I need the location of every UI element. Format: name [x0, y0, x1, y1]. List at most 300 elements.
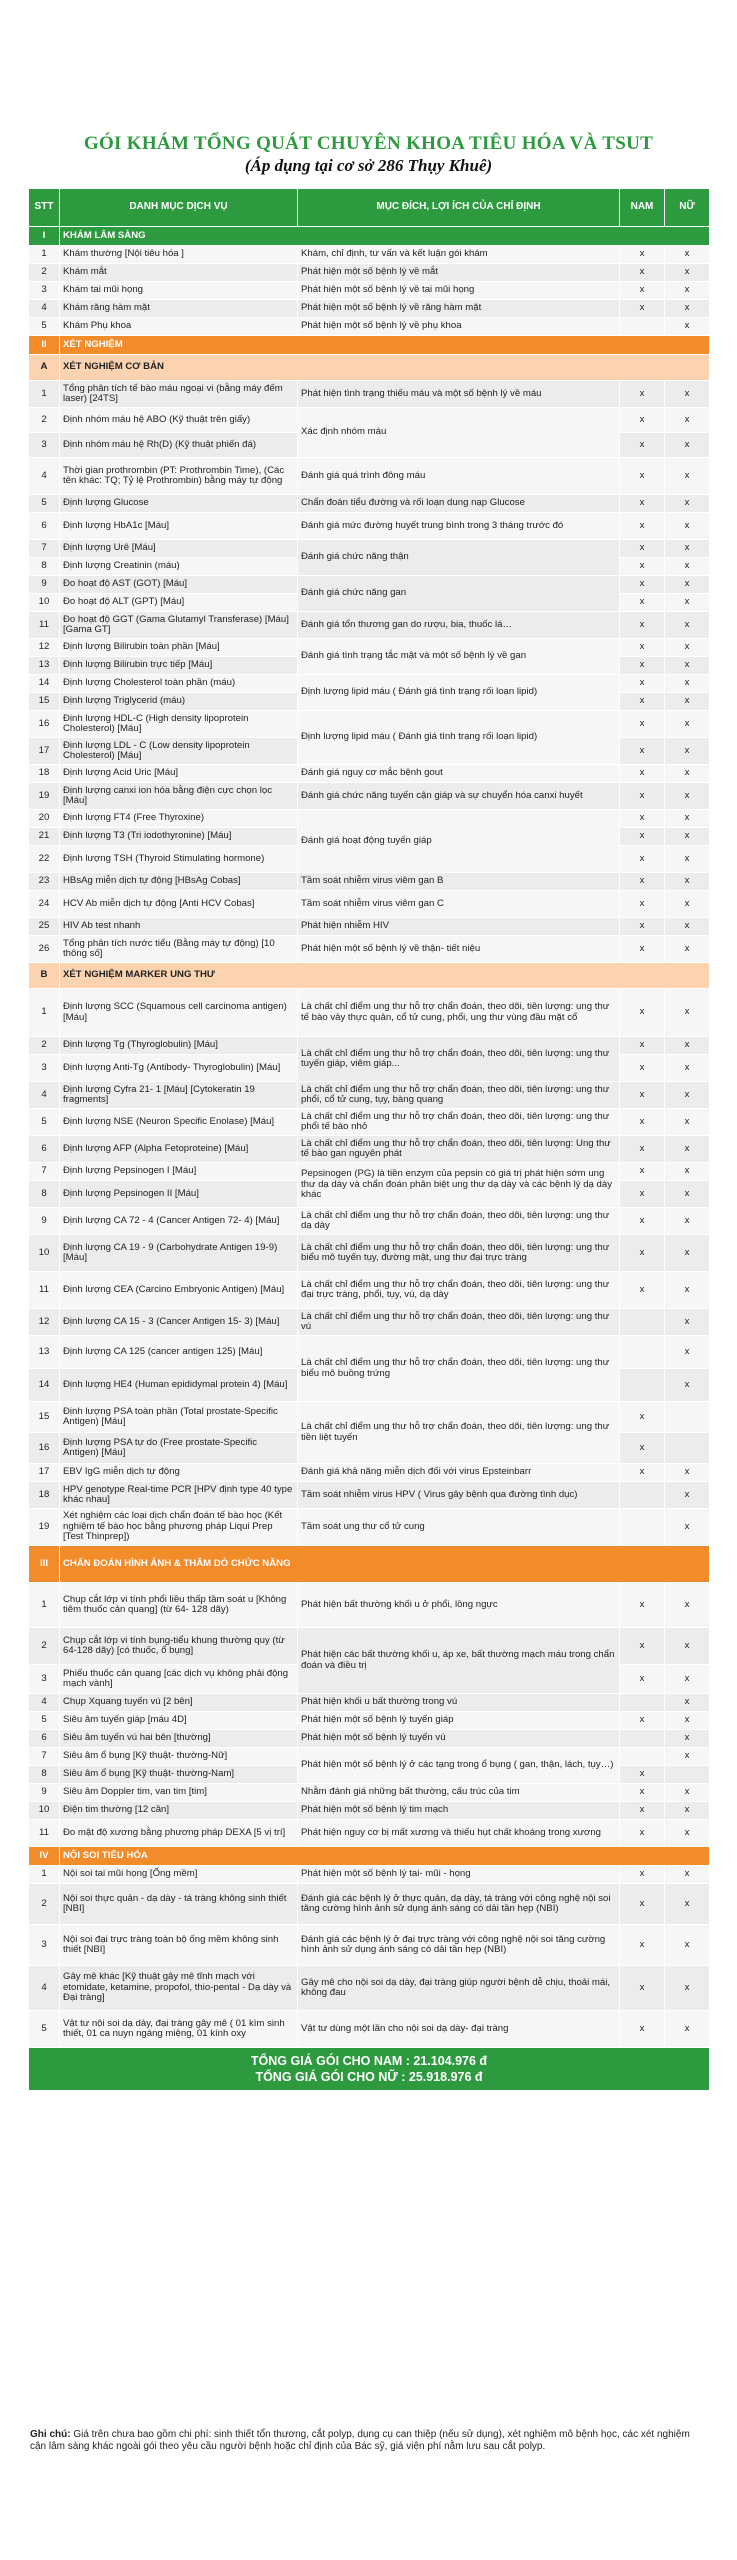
- table-row: [29, 1966, 710, 2011]
- service-purpose: Là chất chỉ điểm ung thư hỗ trợ chẩn đoán, theo dõi, tiên lượng: ung thư tế bào vảy thực quản, cổ tử cung, phổi, ung thư vùng đầu mặt cổ: [298, 989, 620, 1037]
- table-row: [29, 1272, 710, 1309]
- row-stt: 15: [29, 1402, 60, 1433]
- service-purpose: Phát hiện các bất thường khối u, áp xe, bất thường mạch máu trong chẩn đoán và điều trị: [298, 1628, 620, 1694]
- row-stt: 7: [29, 1748, 60, 1766]
- service-name: Thời gian prothrombin (PT: Prothrombin Time), (Các tên khác: TQ; Tỷ lệ Prothrombin) bằng máy tự động: [60, 458, 298, 495]
- male-mark: [620, 1309, 665, 1336]
- row-stt: 7: [29, 540, 60, 558]
- row-stt: 18: [29, 1482, 60, 1509]
- section-row: [29, 1546, 710, 1583]
- service-name: Siêu âm tuyến vú hai bên [thường]: [60, 1730, 298, 1748]
- row-stt: 16: [29, 711, 60, 738]
- table-row: [29, 1784, 710, 1802]
- section-title: CHẨN ĐOÁN HÌNH ẢNH & THĂM DÒ CHỨC NĂNG: [60, 1546, 710, 1583]
- service-name: Định lượng CA 125 (cancer antigen 125) [Máu]: [60, 1336, 298, 1369]
- male-mark: x: [620, 1784, 665, 1802]
- female-mark: x: [665, 711, 710, 738]
- table-row: [29, 1628, 710, 1665]
- table-row: [29, 264, 710, 282]
- service-name: Định lượng HE4 (Human epididymal protein 4) [Máu]: [60, 1369, 298, 1402]
- service-name: Định lượng CA 72 - 4 (Cancer Antigen 72- 4) [Máu]: [60, 1208, 298, 1235]
- service-purpose: Tầm soát ung thư cổ tử cung: [298, 1509, 620, 1546]
- male-mark: x: [620, 495, 665, 513]
- female-mark: x: [665, 1082, 710, 1109]
- table-row: [29, 639, 710, 657]
- row-stt: 21: [29, 828, 60, 846]
- female-mark: x: [665, 783, 710, 810]
- female-mark: x: [665, 918, 710, 936]
- male-mark: [620, 1509, 665, 1546]
- female-mark: x: [665, 1694, 710, 1712]
- service-purpose: Khám, chỉ định, tư vấn và kết luận gói khám: [298, 246, 620, 264]
- section-row: [29, 227, 710, 246]
- service-name: HPV genotype Real-time PCR [HPV định type 40 type khác nhau]: [60, 1482, 298, 1509]
- male-mark: x: [620, 558, 665, 576]
- service-name: Định lượng CA 19 - 9 (Carbohydrate Antigen 19-9) [Máu]: [60, 1235, 298, 1272]
- table-row: [29, 1037, 710, 1055]
- female-mark: x: [665, 891, 710, 918]
- service-purpose: Là chất chỉ điểm ung thư hỗ trợ chẩn đoán, theo dõi, tiên lượng: Ung thư tế bào gan nguyên phát: [298, 1136, 620, 1163]
- row-stt: 24: [29, 891, 60, 918]
- service-purpose: Phát hiện một số bệnh lý về răng hàm mặt: [298, 300, 620, 318]
- male-mark: [620, 1730, 665, 1748]
- section-row: [29, 336, 710, 355]
- service-name: Khám răng hàm mặt: [60, 300, 298, 318]
- row-stt: 3: [29, 433, 60, 458]
- female-mark: x: [665, 264, 710, 282]
- service-purpose: Phát hiện một số bệnh lý ở các tạng trong ổ bụng ( gan, thận, lách, tụy…): [298, 1748, 620, 1784]
- col-header-stt: STT: [29, 189, 60, 227]
- service-purpose: Đánh giá nguy cơ mắc bệnh gout: [298, 765, 620, 783]
- female-mark: x: [665, 1109, 710, 1136]
- service-purpose: Đánh giá các bệnh lý ở thực quản, dạ dày, tá tràng với công nghệ nội soi tăng cường hình ảnh sử dụng ánh sáng có dải tần hẹp (NBI): [298, 1884, 620, 1925]
- row-stt: 19: [29, 783, 60, 810]
- male-mark: x: [620, 1037, 665, 1055]
- male-mark: x: [620, 1109, 665, 1136]
- male-mark: x: [620, 936, 665, 963]
- service-purpose: Tầm soát nhiễm virus viêm gan B: [298, 873, 620, 891]
- male-mark: x: [620, 433, 665, 458]
- male-mark: x: [620, 693, 665, 711]
- female-mark: x: [665, 1802, 710, 1820]
- table-row: [29, 1820, 710, 1847]
- service-name: Định lượng PSA tự do (Free prostate-Specific Antigen) [Máu]: [60, 1433, 298, 1464]
- service-name: Tổng phân tích nước tiểu (Bằng máy tự động) [10 thông số]: [60, 936, 298, 963]
- male-mark: x: [620, 1925, 665, 1966]
- row-stt: 2: [29, 1628, 60, 1665]
- row-stt: 13: [29, 657, 60, 675]
- service-name: Khám tai mũi họng: [60, 282, 298, 300]
- service-name: Vật tư nội soi dạ dày, đại tràng gây mê ( 01 kìm sinh thiết, 01 ca nuyn ngáng miệng, 01 kính oxy: [60, 2011, 298, 2048]
- row-stt: 12: [29, 639, 60, 657]
- service-name: Đo hoạt độ AST (GOT) [Máu]: [60, 576, 298, 594]
- service-name: Định lượng Cholesterol toàn phần (máu): [60, 675, 298, 693]
- male-mark: x: [620, 1820, 665, 1847]
- row-stt: 22: [29, 846, 60, 873]
- female-mark: x: [665, 558, 710, 576]
- service-purpose: Phát hiện bất thường khối u ở phổi, lồng ngực: [298, 1583, 620, 1628]
- service-purpose: Đánh giá chức năng tuyến cận giáp và sự chuyển hóa canxi huyết: [298, 783, 620, 810]
- female-mark: x: [665, 458, 710, 495]
- row-stt: 23: [29, 873, 60, 891]
- female-mark: x: [665, 1336, 710, 1369]
- row-stt: 4: [29, 300, 60, 318]
- service-name: Phiếu thuốc cản quang [các dịch vụ không phải động mạch vành]: [60, 1665, 298, 1694]
- totals-cell: [29, 2048, 710, 2091]
- service-purpose: Pepsinogen (PG) là tiền enzym của pepsin có giá trị phát hiện sớm ung thư dạ dày và chẩn đoán phân biệt ung thư dạ dày và các bệnh lý dạ dày khác: [298, 1163, 620, 1208]
- female-mark: x: [665, 1712, 710, 1730]
- female-mark: x: [665, 2011, 710, 2048]
- service-purpose: Phát hiện một số bệnh lý về tai mũi họng: [298, 282, 620, 300]
- row-stt: 6: [29, 513, 60, 540]
- male-mark: x: [620, 1583, 665, 1628]
- male-mark: x: [620, 282, 665, 300]
- row-stt: 1: [29, 989, 60, 1037]
- table-row: [29, 1235, 710, 1272]
- service-name: HCV Ab miễn dịch tự động [Anti HCV Cobas]: [60, 891, 298, 918]
- table-row: [29, 1925, 710, 1966]
- service-name: Định lượng Triglycerid (máu): [60, 693, 298, 711]
- service-purpose: Phát hiện một số bệnh lý tuyến vú: [298, 1730, 620, 1748]
- table-row: [29, 495, 710, 513]
- female-mark: x: [665, 1272, 710, 1309]
- service-purpose: Tầm soát nhiễm virus viêm gan C: [298, 891, 620, 918]
- female-mark: x: [665, 1037, 710, 1055]
- service-purpose: Đánh giá mức đường huyết trung bình trong 3 tháng trước đó: [298, 513, 620, 540]
- female-mark: x: [665, 1665, 710, 1694]
- service-name: Khám mắt: [60, 264, 298, 282]
- row-stt: 25: [29, 918, 60, 936]
- table-row: [29, 989, 710, 1037]
- row-stt: 16: [29, 1433, 60, 1464]
- male-mark: x: [620, 1055, 665, 1082]
- table-row: [29, 576, 710, 594]
- table-row: [29, 936, 710, 963]
- service-purpose: Đánh giá các bệnh lý ở đại trực tràng với công nghệ nội soi tăng cường hình ảnh sử dụng ánh sáng có dải tần hẹp (NBI): [298, 1925, 620, 1966]
- male-mark: x: [620, 891, 665, 918]
- table-row: [29, 381, 710, 408]
- row-stt: 3: [29, 282, 60, 300]
- table-row: [29, 891, 710, 918]
- service-purpose: Đánh giá tình trạng tắc mật và một số bệnh lý về gan: [298, 639, 620, 675]
- service-name: Siêu âm ổ bụng [Kỹ thuật- thường-Nữ]: [60, 1748, 298, 1766]
- female-mark: x: [665, 408, 710, 433]
- male-mark: x: [620, 576, 665, 594]
- female-mark: x: [665, 693, 710, 711]
- section-row: [29, 355, 710, 381]
- male-mark: x: [620, 1082, 665, 1109]
- male-mark: [620, 318, 665, 336]
- row-stt: 1: [29, 1866, 60, 1884]
- table-row: [29, 873, 710, 891]
- male-mark: [620, 1694, 665, 1712]
- service-name: Định lượng Bilirubin trực tiếp [Máu]: [60, 657, 298, 675]
- service-name: Định lượng NSE (Neuron Specific Enolase) [Máu]: [60, 1109, 298, 1136]
- section-number: I: [29, 227, 60, 246]
- male-mark: x: [620, 1235, 665, 1272]
- service-purpose: Phát hiện một số bệnh lý về thận- tiết niệu: [298, 936, 620, 963]
- section-number: III: [29, 1546, 60, 1583]
- male-mark: x: [620, 408, 665, 433]
- service-purpose: Chẩn đoán tiểu đường và rối loạn dung nạp Glucose: [298, 495, 620, 513]
- section-title: NỘI SOI TIÊU HÓA: [60, 1847, 710, 1866]
- male-mark: x: [620, 846, 665, 873]
- female-mark: x: [665, 381, 710, 408]
- male-mark: x: [620, 1884, 665, 1925]
- section-title: KHÁM LÂM SÀNG: [60, 227, 710, 246]
- male-mark: [620, 1482, 665, 1509]
- female-mark: x: [665, 1583, 710, 1628]
- service-name: Định lượng CEA (Carcino Embryonic Antigen) [Máu]: [60, 1272, 298, 1309]
- male-mark: x: [620, 513, 665, 540]
- female-mark: x: [665, 1730, 710, 1748]
- male-mark: x: [620, 1464, 665, 1482]
- female-mark: x: [665, 1208, 710, 1235]
- row-stt: 3: [29, 1665, 60, 1694]
- service-purpose: Là chất chỉ điểm ung thư hỗ trợ chẩn đoán, theo dõi, tiên lượng: ung thư tiền liệt tuyến: [298, 1402, 620, 1464]
- row-stt: 26: [29, 936, 60, 963]
- row-stt: 12: [29, 1309, 60, 1336]
- service-name: Nội soi tai mũi họng [Ống mềm]: [60, 1866, 298, 1884]
- footnote-label: Ghi chú:: [30, 2429, 71, 2440]
- service-name: Định lượng LDL - C (Low density lipoprotein Cholesterol) [Máu]: [60, 738, 298, 765]
- female-mark: x: [665, 1136, 710, 1163]
- service-purpose: Phát hiện một số bệnh lý tuyến giáp: [298, 1712, 620, 1730]
- male-mark: x: [620, 540, 665, 558]
- female-mark: x: [665, 828, 710, 846]
- row-stt: 1: [29, 1583, 60, 1628]
- row-stt: 8: [29, 1181, 60, 1208]
- service-name: Định lượng HbA1c [Máu]: [60, 513, 298, 540]
- service-purpose: Phát hiện nguy cơ bị mất xương và thiếu hụt chất khoáng trong xương: [298, 1820, 620, 1847]
- row-stt: 14: [29, 1369, 60, 1402]
- table-row: [29, 1509, 710, 1546]
- table-row: [29, 783, 710, 810]
- row-stt: 2: [29, 1037, 60, 1055]
- table-row: [29, 513, 710, 540]
- service-name: Siêu âm Doppler tim, van tim [tim]: [60, 1784, 298, 1802]
- service-name: Định lượng AFP (Alpha Fetoproteine) [Máu]: [60, 1136, 298, 1163]
- service-name: Định lượng T3 (Tri iodothyronine) [Máu]: [60, 828, 298, 846]
- row-stt: 4: [29, 1966, 60, 2011]
- col-header-purpose: MỤC ĐÍCH, LỢI ÍCH CỦA CHỈ ĐỊNH: [298, 189, 620, 227]
- female-mark: x: [665, 540, 710, 558]
- male-mark: x: [620, 711, 665, 738]
- male-mark: [620, 1336, 665, 1369]
- row-stt: 18: [29, 765, 60, 783]
- female-mark: x: [665, 612, 710, 639]
- female-mark: x: [665, 594, 710, 612]
- female-mark: x: [665, 639, 710, 657]
- table-row: [29, 540, 710, 558]
- female-mark: [665, 1766, 710, 1784]
- service-name: Điện tim thường [12 cần]: [60, 1802, 298, 1820]
- female-mark: x: [665, 1309, 710, 1336]
- male-mark: x: [620, 381, 665, 408]
- row-stt: 5: [29, 1109, 60, 1136]
- row-stt: 6: [29, 1136, 60, 1163]
- section-title: XÉT NGHIỆM MARKER UNG THƯ: [60, 963, 710, 989]
- row-stt: 19: [29, 1509, 60, 1546]
- service-purpose: Gây mê cho nội soi dạ dày, đại tràng giúp người bệnh dễ chịu, thoải mái, không đau: [298, 1966, 620, 2011]
- package-title: GÓI KHÁM TỔNG QUÁT CHUYÊN KHOA TIÊU HÓA VÀ TSUT: [83, 133, 654, 154]
- female-mark: x: [665, 675, 710, 693]
- service-name: Định lượng Creatinin (máu): [60, 558, 298, 576]
- male-mark: x: [620, 1402, 665, 1433]
- row-stt: 5: [29, 2011, 60, 2048]
- section-number: A: [29, 355, 60, 381]
- service-name: Định nhóm máu hệ Rh(D) (Kỹ thuật phiến đá): [60, 433, 298, 458]
- service-name: Xét nghiệm các loại dịch chẩn đoán tế bào học (Kết nghiệm tế bào học bằng phương pháp Liqui Prep [Test Thinprep]): [60, 1509, 298, 1546]
- male-mark: x: [620, 1272, 665, 1309]
- female-mark: x: [665, 495, 710, 513]
- male-mark: x: [620, 300, 665, 318]
- table-row: [29, 1109, 710, 1136]
- service-name: Định lượng Pepsinogen II [Máu]: [60, 1181, 298, 1208]
- table-row: [29, 612, 710, 639]
- service-name: EBV IgG miễn dịch tự động: [60, 1464, 298, 1482]
- service-purpose: Đánh giá hoạt động tuyến giáp: [298, 810, 620, 873]
- female-mark: x: [665, 282, 710, 300]
- service-name: Chụp Xquang tuyến vú [2 bên]: [60, 1694, 298, 1712]
- female-mark: x: [665, 1369, 710, 1402]
- service-purpose: Là chất chỉ điểm ung thư hỗ trợ chẩn đoán, theo dõi, tiên lượng: ung thư dạ dày: [298, 1208, 620, 1235]
- service-name: Định lượng Anti-Tg (Antibody- Thyroglobulin) [Máu]: [60, 1055, 298, 1082]
- row-stt: 11: [29, 612, 60, 639]
- female-mark: x: [665, 1163, 710, 1181]
- services-table: [28, 188, 710, 2091]
- row-stt: 3: [29, 1925, 60, 1966]
- female-mark: x: [665, 810, 710, 828]
- male-mark: x: [620, 1136, 665, 1163]
- footnote: [30, 2429, 707, 2453]
- total-female: TỔNG GIÁ GÓI CHO NỮ : 25.918.976 đ: [255, 2070, 483, 2084]
- female-mark: x: [665, 513, 710, 540]
- male-mark: x: [620, 783, 665, 810]
- female-mark: x: [665, 433, 710, 458]
- service-purpose: Đánh giá chức năng gan: [298, 576, 620, 612]
- male-mark: x: [620, 1766, 665, 1784]
- service-name: Định lượng SCC (Squamous cell carcinoma antigen) [Máu]: [60, 989, 298, 1037]
- table-row: [29, 2011, 710, 2048]
- row-stt: 4: [29, 458, 60, 495]
- female-mark: x: [665, 1628, 710, 1665]
- section-title: XÉT NGHIỆM: [60, 336, 710, 355]
- table-row: [29, 810, 710, 828]
- table-row: [29, 675, 710, 693]
- table-row: [29, 246, 710, 264]
- service-name: Tổng phân tích tế bào máu ngoại vi (bằng máy đếm laser) [24TS]: [60, 381, 298, 408]
- service-name: Định lượng Urê [Máu]: [60, 540, 298, 558]
- row-stt: 8: [29, 558, 60, 576]
- female-mark: x: [665, 765, 710, 783]
- male-mark: x: [620, 2011, 665, 2048]
- female-mark: x: [665, 1966, 710, 2011]
- row-stt: 10: [29, 1802, 60, 1820]
- row-stt: 17: [29, 1464, 60, 1482]
- section-number: IV: [29, 1847, 60, 1866]
- male-mark: x: [620, 828, 665, 846]
- male-mark: x: [620, 246, 665, 264]
- male-mark: [620, 1369, 665, 1402]
- service-purpose: Là chất chỉ điểm ung thư hỗ trợ chẩn đoán, theo dõi, tiên lượng: ung thư phổi, cổ tử cung, tụy, bàng quang: [298, 1082, 620, 1109]
- table-body: [29, 227, 710, 2048]
- service-name: Đo hoạt độ ALT (GPT) [Máu]: [60, 594, 298, 612]
- row-stt: 2: [29, 264, 60, 282]
- row-stt: 1: [29, 381, 60, 408]
- table-header-row: [29, 189, 710, 227]
- service-purpose: Đánh giá khả năng miễn dịch đối với virus Epsteinbarr: [298, 1464, 620, 1482]
- row-stt: 10: [29, 1235, 60, 1272]
- service-purpose: Phát hiện một số bệnh lý tim mạch: [298, 1802, 620, 1820]
- row-stt: 5: [29, 318, 60, 336]
- row-stt: 7: [29, 1163, 60, 1181]
- table-row: [29, 1082, 710, 1109]
- service-name: HBsAg miễn dịch tự động [HBsAg Cobas]: [60, 873, 298, 891]
- row-stt: 2: [29, 408, 60, 433]
- section-row: [29, 1847, 710, 1866]
- service-name: Định lượng Bilirubin toàn phần [Máu]: [60, 639, 298, 657]
- service-purpose: Tầm soát nhiễm virus HPV ( Virus gây bệnh qua đường tình dục): [298, 1482, 620, 1509]
- service-name: Nội soi thực quản - dạ dày - tá tràng không sinh thiết [NBI]: [60, 1884, 298, 1925]
- section-number: B: [29, 963, 60, 989]
- row-stt: 4: [29, 1694, 60, 1712]
- service-purpose: Đánh giá quá trình đông máu: [298, 458, 620, 495]
- table-row: [29, 1208, 710, 1235]
- male-mark: x: [620, 989, 665, 1037]
- service-name: Định lượng FT4 (Free Thyroxine): [60, 810, 298, 828]
- male-mark: x: [620, 264, 665, 282]
- female-mark: x: [665, 846, 710, 873]
- female-mark: x: [665, 936, 710, 963]
- service-name: Định lượng Acid Uric [Máu]: [60, 765, 298, 783]
- footnote-text: Giá trên chưa bao gồm chi phí: sinh thiết tổn thương, cắt polyp, dụng cụ can thiệp (nếu sử dụng), xét nghiệm mô bệnh học, các xét nghiệm cận lâm sàng khác ngoài gói theo yêu cầu người bệnh hoặc chỉ định của Bác sỹ, giá viện phí nằm lưu sau cắt polyp.: [30, 2429, 690, 2452]
- table-row: [29, 1712, 710, 1730]
- male-mark: x: [620, 738, 665, 765]
- table-row: [29, 765, 710, 783]
- female-mark: x: [665, 1055, 710, 1082]
- service-purpose: Phát hiện tình trạng thiếu máu và một số bệnh lý về máu: [298, 381, 620, 408]
- service-name: Gây mê khác [Kỹ thuật gây mê tĩnh mạch với etomidate, ketamine, propofol, thio-pental - Dạ dày và Đại tràng]: [60, 1966, 298, 2011]
- table-row: [29, 1136, 710, 1163]
- service-purpose: Đánh giá tổn thương gan do rượu, bia, thuốc lá…: [298, 612, 620, 639]
- table-row: [29, 1336, 710, 1369]
- female-mark: x: [665, 1235, 710, 1272]
- male-mark: x: [620, 594, 665, 612]
- service-name: Siêu âm tuyến giáp [máu 4D]: [60, 1712, 298, 1730]
- male-mark: x: [620, 1433, 665, 1464]
- male-mark: x: [620, 657, 665, 675]
- female-mark: x: [665, 576, 710, 594]
- service-name: HIV Ab test nhanh: [60, 918, 298, 936]
- table-row: [29, 1694, 710, 1712]
- service-purpose: Phát hiện một số bệnh lý về mắt: [298, 264, 620, 282]
- service-purpose: Vật tư dùng một lần cho nội soi dạ dày- đại tràng: [298, 2011, 620, 2048]
- service-name: Khám Phụ khoa: [60, 318, 298, 336]
- female-mark: x: [665, 873, 710, 891]
- male-mark: x: [620, 1712, 665, 1730]
- table-row: [29, 1402, 710, 1433]
- service-name: Định lượng PSA toàn phần (Total prostate-Specific Antigen) [Máu]: [60, 1402, 298, 1433]
- row-stt: 14: [29, 675, 60, 693]
- service-name: Định lượng TSH (Thyroid Stimulating hormone): [60, 846, 298, 873]
- male-mark: x: [620, 1966, 665, 2011]
- service-name: Định lượng Cyfra 21- 1 [Máu] [Cytokeratin 19 fragments]: [60, 1082, 298, 1109]
- table-row: [29, 1802, 710, 1820]
- female-mark: x: [665, 1884, 710, 1925]
- service-name: Định lượng canxi ion hóa bằng điện cực chọn lọc [Máu]: [60, 783, 298, 810]
- male-mark: x: [620, 458, 665, 495]
